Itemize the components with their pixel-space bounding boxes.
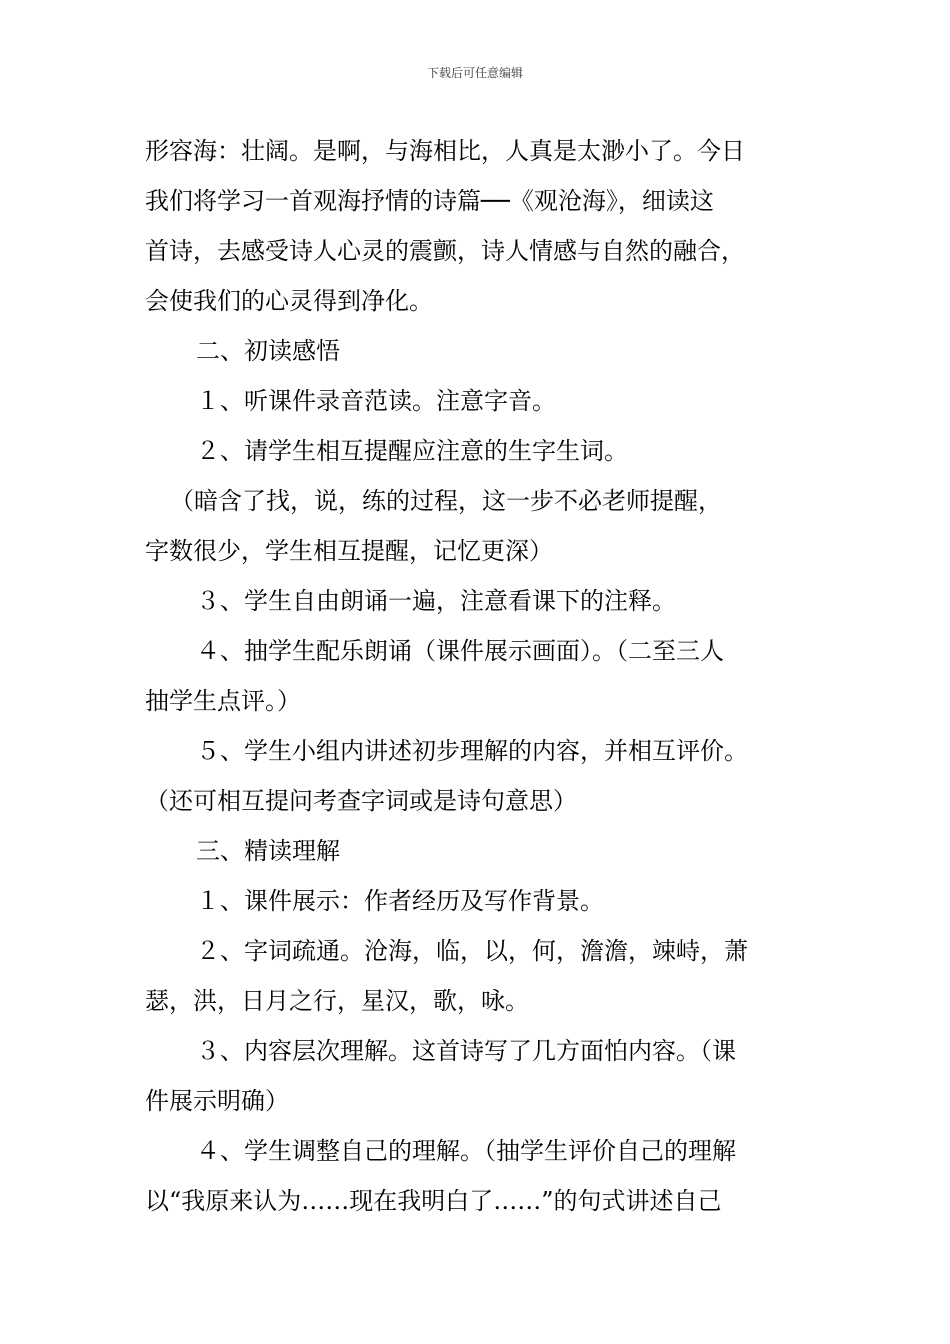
section-heading: 二、初读感悟: [196, 337, 340, 365]
text-line: 首诗，去感受诗人心灵的震颤，诗人情感与自然的融合，: [145, 237, 745, 265]
text-line: ４、抽学生配乐朗诵（课件展示画面）。（二至三人: [196, 637, 724, 665]
text-line: ５、学生小组内讲述初步理解的内容，并相互评价。: [196, 737, 748, 765]
text-line: ４、学生调整自己的理解。（抽学生评价自己的理解: [196, 1137, 736, 1165]
text-line: （还可相互提问考查字词或是诗句意思）: [145, 787, 577, 815]
text-line: １、听课件录音范读。注意字音。: [196, 387, 556, 415]
text-line: 瑟，洪，日月之行，星汉，歌，咏。: [145, 987, 529, 1015]
text-line: 我们将学习一首观海抒情的诗篇──《观沧海》，细读这: [145, 187, 714, 215]
text-line: 件展示明确）: [145, 1087, 289, 1115]
text-line: ３、学生自由朗诵一遍，注意看课下的注释。: [196, 587, 676, 615]
text-line: 以“我原来认为……现在我明白了……”的句式讲述自己: [145, 1187, 722, 1215]
text-line: （暗含了找，说，练的过程，这一步不必老师提醒，: [170, 487, 722, 515]
section-heading: 三、精读理解: [196, 837, 340, 865]
page-header: 下载后可任意编辑: [426, 66, 523, 80]
text-line: ３、内容层次理解。这首诗写了几方面怕内容。（课: [196, 1037, 736, 1065]
text-line: 抽学生点评。）: [145, 687, 301, 715]
text-line: ２、请学生相互提醒应注意的生字生词。: [196, 437, 628, 465]
text-line: 字数很少，学生相互提醒，记忆更深）: [145, 537, 553, 565]
text-line: ２、字词疏通。沧海，临，以，何，澹澹，竦峙，萧: [196, 937, 748, 965]
text-line: 会使我们的心灵得到净化。: [145, 287, 433, 315]
text-line: 形容海：壮阔。是啊，与海相比，人真是太渺小了。今日: [145, 137, 745, 165]
text-line: １、课件展示：作者经历及写作背景。: [196, 887, 604, 915]
